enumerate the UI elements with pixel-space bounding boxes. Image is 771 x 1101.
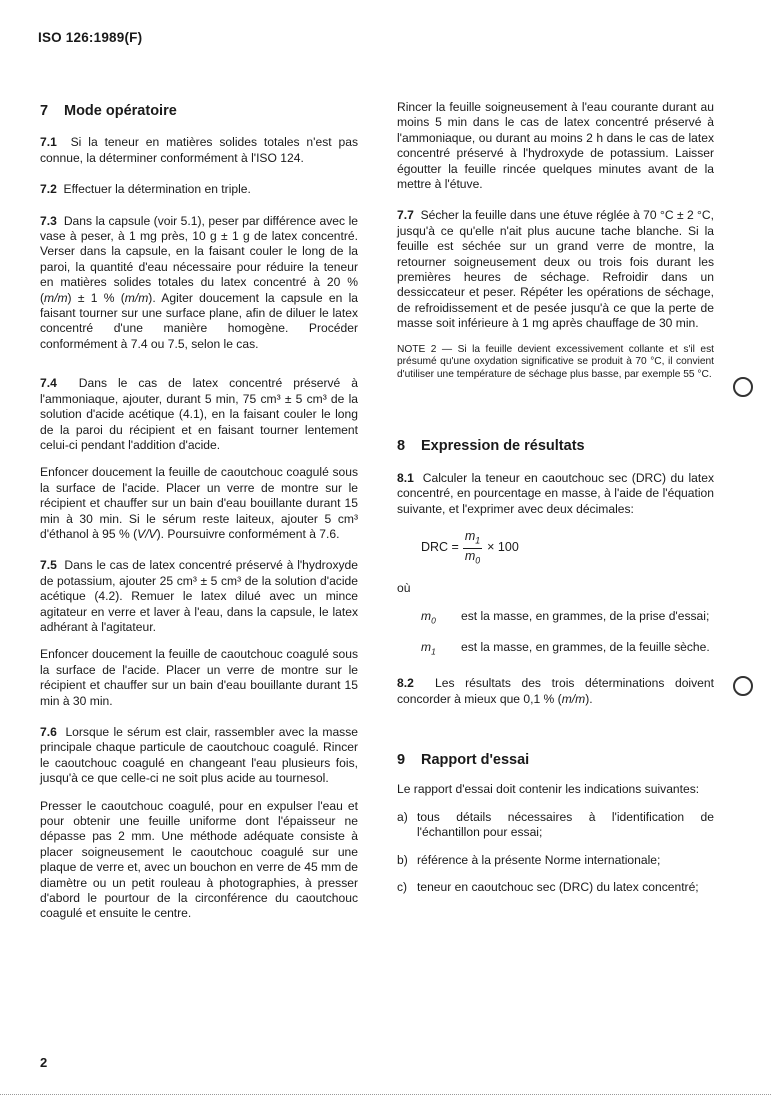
- page-number: 2: [40, 1055, 48, 1070]
- clause-text: ). Poursuivre conformément à 7.6.: [156, 526, 340, 541]
- clause-text: ).: [585, 691, 593, 706]
- list-item: [397, 810, 714, 841]
- clause-7-5-continued: [40, 647, 358, 709]
- clause-7-4: [40, 376, 358, 453]
- punch-hole-circle-icon: [733, 676, 753, 696]
- clause-number: 7.4: [40, 376, 57, 391]
- right-column: [397, 100, 714, 895]
- list-item-text: teneur en caoutchouc sec (DRC) du latex concentré;: [417, 879, 699, 894]
- definition-text: est la masse, en grammes, de la prise d'essai;: [461, 608, 710, 623]
- clause-text: Effectuer la détermination en triple.: [63, 182, 251, 197]
- clause-8-2: [397, 676, 714, 707]
- clause-text: Les résultats des trois déterminations doivent concorder à mieux que 0,1 % (: [397, 676, 714, 706]
- clause-number: 8.2: [397, 676, 414, 691]
- clause-number: 7.3: [40, 213, 57, 228]
- punch-hole-circle-icon: [733, 377, 753, 397]
- clause-7-2: [40, 182, 358, 197]
- clause-text: Calculer la teneur en caoutchouc sec (DRC) du latex concentré, en pourcentage en masse, à l'aide de l'équation suivante, et l'exprimer avec deux décimales:: [397, 470, 714, 516]
- denominator-subscript: 0: [475, 555, 481, 566]
- numerator-subscript: 1: [475, 535, 481, 546]
- formula-lhs: DRC =: [421, 540, 459, 555]
- clause-text: Enfoncer doucement la feuille de caoutchouc coagulé sous la surface de l'acide. Placer un verre de montre sur le récipient et chauffer sur un bain d'eau bouillante durant 15 min à 30 min. Si le sérum reste laiteux, ajouter 5 cm³ d'éthanol à 95 % (: [40, 465, 358, 541]
- ratio-unit: V/V: [137, 526, 157, 541]
- definition-m0: [397, 609, 714, 629]
- clause-number: 7.1: [40, 135, 57, 150]
- list-item-label: c): [397, 879, 408, 894]
- formula-fraction: [463, 529, 482, 567]
- clause-text: Dans la capsule (voir 5.1), peser par différence avec le vase à peser, à 1 mg près, 10 g ± 1 g de latex concentré. Verser dans la capsule, en la faisant couler le long de la paroi, la quantité d'eau nécessaire pour réduire la teneur en matières solides totales du latex concentré à 20 % (: [40, 213, 358, 305]
- note-2: NOTE 2 — Si la feuille devient excessivement collante et s'il est présumé qu'une oxydation significative se produit à 70 °C, il convient d'utiliser une température de séchage plus basse, par exemple 55 °C.: [397, 343, 714, 380]
- list-item-label: b): [397, 852, 408, 867]
- clause-text: Sécher la feuille dans une étuve réglée à 70 °C ± 2 °C, jusqu'à ce qu'elle n'ait plus aucune tache blanche. Si la feuille est séchée sur un grand verre de montre, la retourner soigneusement deux ou trois fois durant les premières heures de séchage. Refroidir dans un dessiccateur et peser. Répéter les opérations de séchage, de refroidissement et de pesée jusqu'à ce que la perte de masse soit inférieure à 1 mg après chauffage de 30 min.: [397, 208, 714, 331]
- clause-7-6: [40, 725, 358, 787]
- symbol-letter: m: [421, 608, 432, 623]
- list-item: [397, 853, 714, 868]
- formula-numerator: [463, 529, 482, 549]
- section-8-heading: [397, 439, 714, 454]
- definition-m1: [397, 640, 714, 660]
- clause-7-6-continued: [40, 799, 358, 922]
- clause-number: 8.1: [397, 470, 414, 485]
- definition-text: est la masse, en grammes, de la feuille sèche.: [461, 640, 710, 655]
- symbol-letter: m: [421, 640, 432, 655]
- section-7-heading: [40, 104, 358, 119]
- clause-text: ) ± 1 % (: [67, 290, 125, 305]
- symbol-subscript: 1: [431, 646, 436, 657]
- denominator-symbol: m: [464, 548, 476, 563]
- rinse-paragraph: Rincer la feuille soigneusement à l'eau courante durant au moins 5 min dans le cas de latex concentré préservé à l'ammoniaque, ou durant au moins 2 h dans le cas de latex concentré préservé à l'hydroxyde de potassium. Laisser égoutter la feuille rincée quelques minutes avant de la mettre à l'étuve.: [397, 100, 714, 192]
- list-item-label: a): [397, 809, 408, 824]
- clause-7-1: [40, 135, 358, 166]
- ratio-unit: m/m: [124, 290, 149, 305]
- numerator-symbol: m: [464, 529, 476, 544]
- document-header: ISO 126:1989(F): [38, 30, 143, 45]
- clause-8-1: [397, 471, 714, 517]
- definition-symbol: [421, 640, 461, 660]
- clause-number: 7.2: [40, 182, 57, 197]
- section-number: 8: [397, 438, 406, 455]
- section-title: Rapport d'essai: [421, 751, 530, 768]
- section-9-heading: [397, 753, 714, 768]
- clause-7-3: [40, 214, 358, 353]
- clause-text: Si la teneur en matières solides totales n'est pas connue, la déterminer conformément à l'ISO 124.: [40, 135, 358, 165]
- clause-text: Dans le cas de latex concentré préservé à l'hydroxyde de potassium, ajouter 25 cm³ ± 5 cm³ de la solution d'acide acétique (4.2). Remuer le latex dilué avec un mince agitateur en verre et laver à l'eau, dans la capsule, le latex adhérant à l'agitateur.: [40, 558, 358, 634]
- section-number: 9: [397, 751, 406, 768]
- clause-7-7: [397, 208, 714, 331]
- left-column: [40, 100, 358, 922]
- clause-text: Enfoncer doucement la feuille de caoutchouc coagulé sous la surface de l'acide. Placer un verre de montre sur le récipient et chauffer sur un bain d'eau bouillante durant 15 min à 30 min.: [40, 647, 358, 708]
- clause-text: Presser le caoutchouc coagulé, pour en expulser l'eau et pour obtenir une feuille uniforme dont l'épaisseur ne dépasse pas 2 mm. Une méthode adéquate consiste à placer soigneusement le caoutchouc coagulé sur une plaque de verre et, avec un bouchon en verre de 45 mm de diamètre ou un petit rouleau à photographies, à presser d'abord le pourtour de la circonférence du caoutchouc coagulé et ensuite le centre.: [40, 798, 358, 921]
- symbol-subscript: 0: [431, 614, 436, 625]
- formula-denominator: [463, 549, 482, 568]
- definition-symbol: [421, 609, 461, 629]
- clause-text: ). Agiter doucement la capsule en la faisant tourner sur une surface plane, afin de diluer le latex concentré d'une manière homogène. Procéder conformément à 7.4 ou 7.5, selon le cas.: [40, 290, 358, 351]
- list-item-text: référence à la présente Norme internationale;: [417, 852, 661, 867]
- clause-number: 7.6: [40, 725, 57, 739]
- clause-number: 7.7: [397, 208, 414, 223]
- clause-7-5: [40, 558, 358, 635]
- ratio-unit: m/m: [44, 290, 68, 305]
- section-title: Expression de résultats: [421, 438, 585, 455]
- list-item-text: tous détails nécessaires à l'identification de l'échantillon pour essai;: [417, 809, 714, 840]
- list-item: [397, 880, 714, 895]
- clause-7-4-continued: [40, 465, 358, 542]
- clause-text: Lorsque le sérum est clair, rassembler avec la masse principale chaque particule de caoutchouc coagulé. Rincer le caoutchouc coagulé en changeant l'eau plusieurs fois, jusqu'à ce que celle-ci ne soit plus acide au tournesol.: [40, 725, 358, 786]
- section-title: Mode opératoire: [64, 103, 177, 119]
- where-label: où: [397, 581, 411, 596]
- section-number: 7: [40, 103, 49, 119]
- ratio-unit: m/m: [561, 691, 586, 706]
- clause-9-intro: Le rapport d'essai doit contenir les indications suivantes:: [397, 782, 700, 797]
- clause-number: 7.5: [40, 558, 57, 573]
- formula-rhs: × 100: [487, 540, 519, 555]
- scan-edge-divider: [0, 1094, 771, 1096]
- clause-text: Dans le cas de latex concentré préservé à l'ammoniaque, ajouter, durant 5 min, 75 cm³ ± 5 cm³ de la solution d'acide acétique (4.1), en la faisant couler le long de la paroi du récipient et en faisant tourner lentement celui-ci pendant l'addition d'acide.: [40, 376, 358, 452]
- drc-formula: [421, 529, 714, 567]
